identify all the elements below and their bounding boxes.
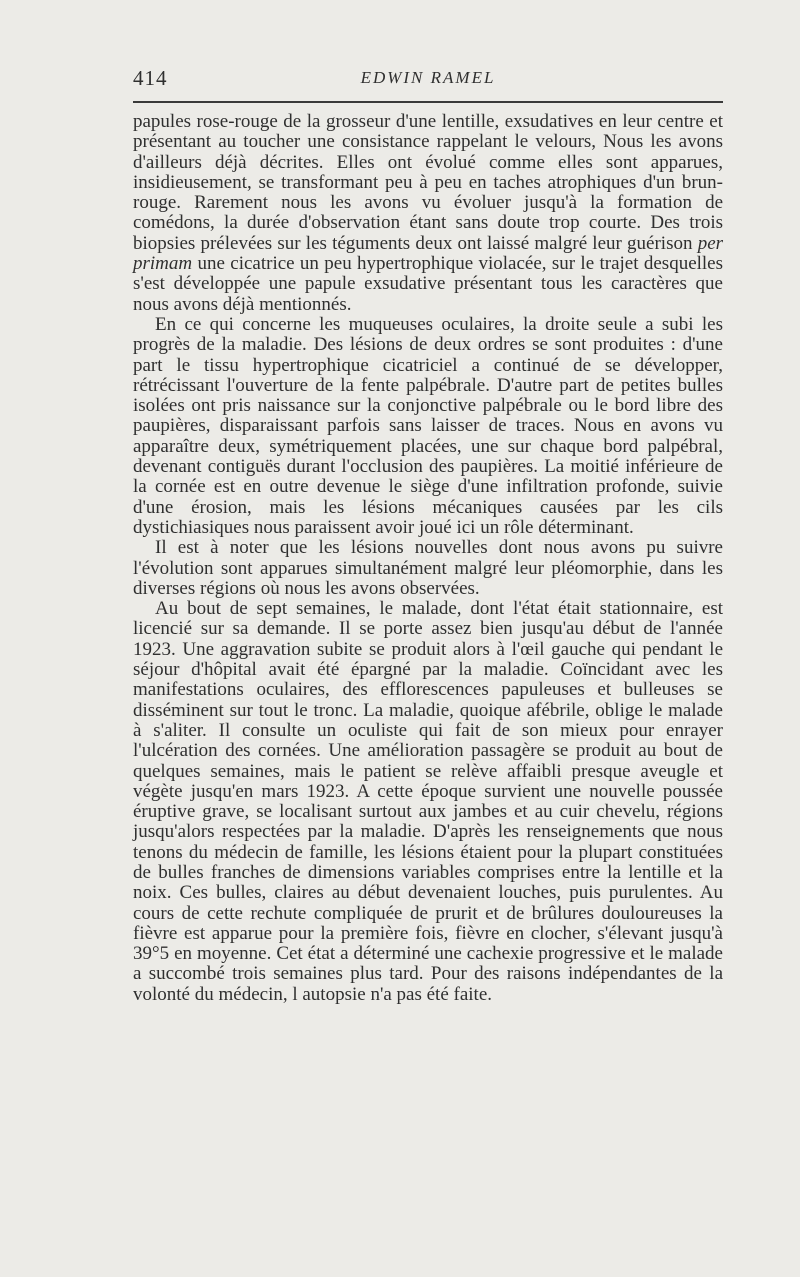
running-title: EDWIN RAMEL xyxy=(360,68,496,87)
body-text xyxy=(133,112,723,1005)
paragraph-4: Au bout de sept semaines, le malade, dont l'état était stationnaire, est licencié sur sa demande. Il se porte assez bien jusqu'au début de l'année 1923. Une aggravation subite se produit alors à l'œil gauche qui pendant le séjour d'hôpital avait été épargné par la maladie. Coïncidant avec les manifestations oculaires, des efflorescences papuleuses et bulleuses se disséminent sur tout le tronc. La maladie, quoique afébrile, oblige le malade à s'aliter. Il consulte un oculiste qui fait de son mieux pour enrayer l'ulcération des cornées. Une amélioration passagère se produit au bout de quelques semaines, mais le patient se relève affaibli presque aveugle et végète jusqu'en mars 1923. A cette époque survient une nouvelle poussée éruptive grave, se localisant surtout aux jambes et au cuir chevelu, régions jusqu'alors respectées par la maladie. D'après les renseignements que nous tenons du médecin de famille, les lésions étaient pour la plupart constituées de bulles franches de dimensions variables comprises entre la lentille et la noix. Ces bulles, claires au début devenaient louches, puis purulentes. Au cours de cette rechute compliquée de prurit et de brûlures douloureuses la fièvre est apparue pour la première fois, fièvre en clocher, s'élevant jusqu'à 39°5 en moyenne. Cet état a déterminé une cachexie progressive et le malade a succombé trois semaines plus tard. Pour des raisons indépendantes de la volonté du médecin, l autopsie n'a pas été faite. xyxy=(133,598,723,1005)
paragraph-2: En ce qui concerne les muqueuses oculaires, la droite seule a subi les progrès de la maladie. Des lésions de deux ordres se sont produites : d'une part le tissu hypertrophique cicatriciel a continué de se développer, rétrécissant l'ouverture de la fente palpébrale. D'autre part de petites bulles isolées ont pris naissance sur la conjonctive palpébrale ou le bord libre des paupières, disparaissant parfois sans laisser de traces. Nous en avons vu apparaître deux, symétriquement placées, une sur chaque bord palpébral, devenant contiguës durant l'occlusion des paupières. La moitié inférieure de la cornée est en outre devenue le siège d'une infiltration profonde, suivie d'une érosion, mais les lésions mécaniques causées par les cils dystichiasiques nous paraissent avoir joué ici un rôle déterminant. xyxy=(133,313,723,538)
header-rule xyxy=(133,101,723,103)
paragraph-1 xyxy=(133,112,723,315)
paragraph-1-text-after: une cicatrice un peu hypertrophique violacée, sur le trajet desquelles s'est développée une papule exsudative présentant tous les caractères que nous avons déjà mentionnés. xyxy=(133,253,724,315)
paragraph-3: Il est à noter que les lésions nouvelles dont nous avons pu suivre l'évolution sont apparues simultanément malgré leur pléomorphie, dans les diverses régions où nous les avons observées. xyxy=(133,537,723,599)
latin-phrase: per primam xyxy=(133,232,724,275)
page-number: 414 xyxy=(133,66,168,90)
paragraph-1-text-before: papules rose-rouge de la grosseur d'une lentille, exsudatives en leur centre et présentant au toucher une consistance rappelant le velours, Nous les avons d'ailleurs déjà décrites. Elles ont évolué comme elles sont apparues, insidieusement, se transformant peu à peu en taches atrophiques d'un brun-rouge. Rarement nous les avons vu évoluer jusqu'à la formation de comédons, la durée d'observation étant sans doute trop courte. Des trois biopsies prélevées sur les téguments deux ont laissé malgré leur guérison xyxy=(133,111,723,254)
page-header xyxy=(133,66,723,96)
